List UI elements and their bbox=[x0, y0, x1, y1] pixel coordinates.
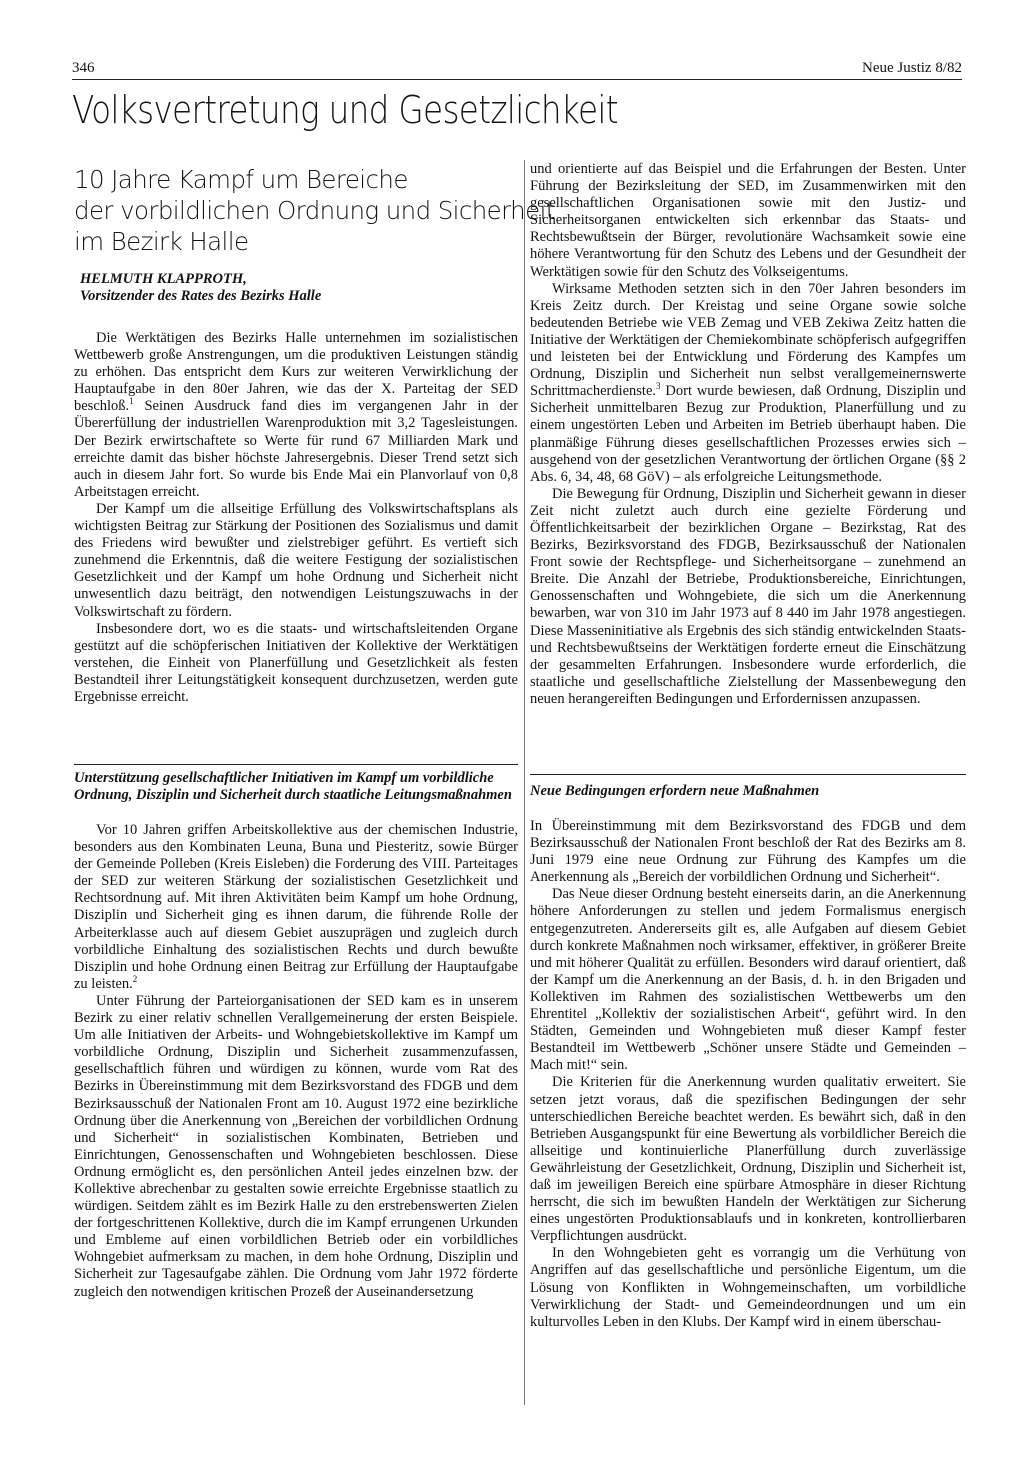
page-number: 346 bbox=[72, 60, 95, 76]
paragraph: Das Neue dieser Ordnung besteht einerseits darin, an die Anerkennung höhere Anforderungen zu stellen und jedem Formalismus energisch entgegenzutreten. Andererseits gilt es, alle Aufgaben auf diesem Gebiet durch konkrete Maßnahmen noch wirksamer, effektiver, in größerer Breite und mit höherer Qualität zu erfüllen. Besonders wird darauf orientiert, daß der Kampf um die Anerkennung an der Basis, d. h. in den Brigaden und Kollektiven im Rahmen des sozialistischen Wettbewerbs um den Ehrentitel „Kollektiv der sozialistischen Arbeit“, geführt wird. In den Städten, Gemeinden und Wohngebieten muß dieser Kampf fester Bestandteil im Wettbewerb „Schöner unsere Städte und Gemeinden – Mach mit!“ sein. bbox=[530, 886, 966, 1074]
subhead-rule bbox=[530, 774, 966, 775]
right-column-bottom bbox=[530, 818, 966, 1331]
column-divider bbox=[524, 160, 525, 1405]
left-column-bottom bbox=[74, 822, 518, 1301]
subhead-rule bbox=[74, 764, 518, 765]
paragraph: In Übereinstimmung mit dem Bezirksvorstand des FDGB und dem Bezirksausschuß der Nationalen Front beschloß der Rat des Bezirks am 8. Juni 1979 eine neue Ordnung zur Führung des Kampfes um die Anerkennung als „Bereich der vorbildlichen Ordnung und Sicherheit“. bbox=[530, 818, 966, 886]
paragraph: Vor 10 Jahren griffen Arbeitskollektive aus der chemischen Industrie, besonders aus den Kombinaten Leuna, Buna und Piesteritz, sowie Bürger der Gemeinde Polleben (Kreis Eisleben) die Forderung des VIII. Parteitages der SED zur weiteren Stärkung der sozialistischen Gesetzlichkeit und Rechtsordnung auf. Mit ihren Aktivitäten beim Kampf um hohe Ordnung, Disziplin und Sicherheit ging es ihnen darum, die führende Rolle der Arbeiterklasse auch auf diesem Gebiet auszuprägen und zugleich durch vorbildliche Einhaltung des sozialistischen Rechts und durch bewußte Disziplin und hohe Ordnung einen Beitrag zur Erfüllung der Hauptaufgabe zu leisten.$^2$ bbox=[74, 822, 518, 992]
paragraph: und orientierte auf das Beispiel und die Erfahrungen der Besten. Unter Führung der Bezirksleitung der SED, im Zusammenwirken mit den gesellschaftlichen Organisationen sowie mit den Justiz- und Sicherheitsorganen entwickelten sich erkennbar das Staats- und Rechtsbewußtsein der Bürger, revolutionäre Wachsamkeit sowie eine höhere Verantwortung für den Schutz des Lebens und der Gesundheit der Werktätigen sowie für den Schutz des Volkseigentums. bbox=[530, 161, 966, 280]
article-title-line: 10 Jahre Kampf um Bereiche bbox=[74, 165, 408, 194]
running-head bbox=[72, 60, 962, 80]
right-column-top bbox=[530, 161, 966, 708]
article-title-line: der vorbildlichen Ordnung und Sicherheit bbox=[74, 196, 555, 225]
subheading: Neue Bedingungen erfordern neue Maßnahmen bbox=[530, 783, 820, 799]
paragraph: Die Kriterien für die Anerkennung wurden qualitativ erweitert. Sie setzen jetzt voraus, daß die spezifischen Bedingungen der sehr unterschiedlichen Bereiche beachtet werden. Es bewährt sich, daß in den Betrieben Ausgangspunkt für eine Bewertung als vorbildlicher Bereich die allseitige und kontinuierliche Planerfüllung durch zuverlässige Gewährleistung der Gesetzlichkeit, Ordnung, Disziplin und Sicherheit ist, daß im jeweiligen Bereich eine spürbare Atmosphäre in dieser Richtung herrscht, die sich im bewußten Handeln der Werktätigen zur Sicherung eines ungestörten Produktionsablaufs und in konkreten, kontrollierbaren Verpflichtungen ausdrückt. bbox=[530, 1074, 966, 1245]
header-rule bbox=[72, 79, 962, 80]
article-title-line: im Bezirk Halle bbox=[74, 227, 249, 256]
byline bbox=[80, 271, 321, 305]
paragraph: Wirksame Methoden setzten sich in den 70er Jahren besonders im Kreis Zeitz durch. Der Kreistag und seine Organe sowie solche bedeutenden Betriebe wie VEB Zemag und VEB Zekiwa Zeitz hatten die Initiative der Werktätigen der Chemiekombinate schöpferisch aufgegriffen und leisteten bei der Entwicklung und Förderung des Kampfes um Ordnung, Disziplin und Sicherheit nun selbst verallgemeinernswerte Schrittmacherdienste.$^3$ Dort wurde bewiesen, daß Ordnung, Disziplin und Sicherheit unmittelbaren Bezug zur Produktion, Planerfüllung und zu einem ungestörten Leben und Arbeiten im Betrieb überhaupt haben. Die planmäßige Führung dieses gesellschaftlichen Prozesses erwies sich – ausgehend von der gesetzlichen Verantwortung der örtlichen Organe (§§ 2 Abs. 6, 34, 48, 68 GöV) – als erfolgreiche Leitungsmethode. bbox=[530, 280, 966, 485]
left-column-top bbox=[74, 330, 518, 706]
author-role: Vorsitzender des Rates des Bezirks Halle bbox=[80, 288, 322, 304]
paragraph: Die Werktätigen des Bezirks Halle unternehmen im sozialistischen Wettbewerb große Anstrengungen, um die produktiven Leistungen ständig zu erhöhen. Das entspricht dem Kurs zur weiteren Verwirklichung der Hauptaufgabe in den 80er Jahren, wie das der X. Parteitag der SED beschloß.$^1$ Seinen Ausdruck fand dies im vergangenen Jahr in der Übererfüllung der industriellen Warenproduktion mit 3,2 Tagesleistungen. Der Bezirk erwirtschaftete so Werte für rund 67 Milliarden Mark und erreichte damit das bisher höchste Jahresergebnis. Dieser Trend setzt sich auch in diesem Jahr fort. So wurde bis Ende Mai ein Planvorlauf von 0,8 Arbeitstagen erreicht. bbox=[74, 330, 518, 500]
subheading: Unterstützung gesellschaftlicher Initiativen im Kampf um vorbildliche Ordnung, Disziplin und Sicherheit durch staatliche Leitungsmaßnahmen bbox=[74, 770, 512, 803]
paragraph: In den Wohngebieten geht es vorrangig um die Verhütung von Angriffen auf das gesellschaftliche und persönliche Eigentum, um die Lösung von Konflikten in Wohngemeinschaften, um vorbildliche Verwirklichung der Stadt- und Gemeindeordnungen und um ein kulturvolles Leben in den Klubs. Der Kampf wird in einem überschau- bbox=[530, 1245, 966, 1330]
paragraph: Die Bewegung für Ordnung, Disziplin und Sicherheit gewann in dieser Zeit nicht zuletzt auch durch eine gezielte Förderung und Öffentlichkeitsarbeit der bezirklichen Organe – Bezirkstag, Rat des Bezirks, Bezirksvorstand des FDGB, Bezirksausschuß der Nationalen Front sowie der Rechtspflege- und Sicherheitsorgane – zunehmend an Breite. Die Anzahl der Betriebe, Produktionsbereiche, Einrichtungen, Genossenschaften und Wohngebiete, die sich um die Anerkennung bewarben, war von 310 im Jahr 1973 auf 8 440 im Jahr 1978 angestiegen. Diese Masseninitiative als Ergebnis des sich ständig entwickelnden Staats- und Rechtsbewußtseins der Werktätigen forderte erneut die Einschätzung der gesammelten Erfahrungen. Insbesondere wurde erforderlich, die staatliche und gesellschaftliche Zielstellung der Massenbewegung den neuen herangereiften Bedingungen und Erfordernissen anzupassen. bbox=[530, 485, 966, 707]
paragraph: Unter Führung der Parteiorganisationen der SED kam es in unserem Bezirk zu einer relativ schnellen Verallgemeinerung der ersten Beispiele. Um alle Initiativen der Arbeits- und Wohngebietskollektive im Kampf um vorbildliche Ordnung, Disziplin und Sicherheit zusammenzufassen, gesellschaftlich führen und würdigen zu können, wurde vom Rat des Bezirks in Übereinstimmung mit dem Bezirksvorstand des FDGB und dem Bezirksausschuß der Nationalen Front am 10. August 1972 eine bezirkliche Ordnung über die Anerkennung von „Bereichen der vorbildlichen Ordnung und Sicherheit“ in sozialistischen Kombinaten, Betrieben und Einrichtungen, Genossenschaften und Wohngebieten beschlossen. Diese Ordnung ermöglicht es, den persönlichen Anteil jedes einzelnen bzw. der Kollektive abrechenbar zu gestalten sowie erreichte Ergebnisse staatlich zu würdigen. Seitdem zählt es im Bezirk Halle zu den erstrebenswerten Zielen der fortgeschrittenen Kollektive, durch die im Kampf errungenen Urkunden und Embleme auf einen vorbildlichen Betrieb oder ein vorbildliches Wohngebiet aufmerksam zu machen, in dem hohe Ordnung, Disziplin und Sicherheit zur Tagesaufgabe zählen. Die Ordnung vom Jahr 1972 förderte zugleich den notwendigen kritischen Prozeß der Auseinandersetzung bbox=[74, 992, 518, 1300]
journal-issue: Neue Justiz 8/82 bbox=[862, 60, 962, 76]
article-title bbox=[74, 164, 555, 257]
paragraph: Der Kampf um die allseitige Erfüllung des Volkswirtschaftsplans als wichtigsten Beitrag zur Stärkung der Positionen des Sozialismus und damit des Friedens wird bewußter und zielstrebiger geführt. Es vertieft sich zunehmend die Erkenntnis, daß die weitere Festigung der sozialistischen Gesetzlichkeit und der Kampf um hohe Ordnung und Sicherheit nicht unwesentlich dazu beiträgt, den notwendigen Leistungszuwachs in der Volkswirtschaft zu fördern. bbox=[74, 500, 518, 620]
paragraph: Insbesondere dort, wo es die staats- und wirtschaftsleitenden Organe gestützt auf die schöpferischen Initiativen der Kollektive der Werktätigen verstehen, die Einheit von Planerfüllung und Gesetzlichkeit als festen Bestandteil ihrer Leitungstätigkeit konsequent durchzusetzen, werden gute Ergebnisse erreicht. bbox=[74, 620, 518, 705]
author-name: HELMUTH KLAPPROTH, bbox=[80, 271, 247, 287]
section-title: Volksvertretung und Gesetzlichkeit bbox=[72, 88, 618, 132]
